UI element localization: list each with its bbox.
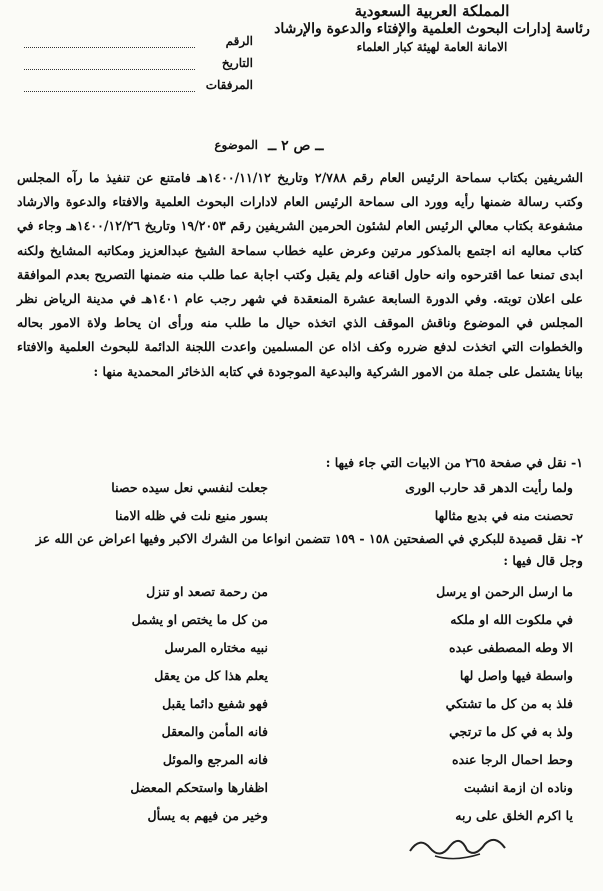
verse-first-hemistich: ولذ به في كل ما ترتجي xyxy=(449,724,573,739)
attachments-label: المرفقات xyxy=(205,78,253,92)
verse-row xyxy=(28,640,573,668)
verse-second-hemistich: من كل ما يختص او يشمل xyxy=(131,612,268,627)
attachments-field-line xyxy=(24,79,195,92)
verse-second-hemistich: اظفارها واستحكم المعضل xyxy=(130,780,268,795)
verse-first-hemistich: وناده ان ازمة انشبت xyxy=(463,780,573,795)
number-field-line xyxy=(24,35,195,48)
letterhead-secretariat: الامانة العامة لهيئة كبار العلماء xyxy=(356,40,508,54)
verse-row xyxy=(28,780,573,808)
verse-first-hemistich: في ملكوت الله او ملكه xyxy=(450,612,573,627)
verse-second-hemistich: نبيه مختاره المرسل xyxy=(164,640,268,655)
verse-second-hemistich: فانه المرجع والموئل xyxy=(162,752,268,767)
verse-second-hemistich: من رحمة تصعد او تنزل xyxy=(146,584,268,599)
verse-second-hemistich: بسور منيع نلت في ظله الامنا xyxy=(115,508,268,523)
verse-row xyxy=(28,612,573,640)
letterhead-kingdom: المملكة العربية السعودية xyxy=(354,2,510,20)
verse-row xyxy=(28,752,573,780)
verse-row xyxy=(28,480,573,508)
body-paragraph xyxy=(17,166,583,384)
number-row xyxy=(18,26,253,48)
subject-label: الموضوع xyxy=(214,138,258,152)
date-row xyxy=(18,48,253,70)
verse-first-hemistich: وحط احمال الرجا عنده xyxy=(452,752,573,767)
item-2-intro: ٢- نقل قصيدة للبكري في الصفحتين ١٥٨ - ١٥٩ تتضمن انواعا من الشرك الاكبر وفيها اعراض عن الله عز وجل قال فيها : xyxy=(35,531,583,568)
verse-first-hemistich: ولما رأيت الدهر قد حارب الورى xyxy=(405,480,573,495)
verse-row xyxy=(28,668,573,696)
verse-row xyxy=(28,724,573,752)
body-text: الشريفين بكتاب سماحة الرئيس العام رقم ٢/٧٨٨ وتاريخ ١٤٠٠/١١/١٢هـ فامتنع عن تنفيذ ما رآه المجلس وكتب رسالة ضمنها رأيه وورد الى سماحة الرئيس العام لادارات البحوث العلمية والافتاء والدعوة والارشاد مشفوعة بكتاب معالي الرئيس العام لشئون الحرمين الشريفين رقم ١٩/٢٠٥٣ وتاريخ ١٤٠٠/١٢/٢٦هـ وجاء في كتاب معاليه انه اجتمع بالمذكور مرتين وعرض عليه خطاب سماحة الشيخ عبدالعزيز ومكاتبه المشايخ ولكنه ابدى تمنعا عما اقترحوه وانه حاول اقناعه ولم يقبل وكتب اجابة عما طلب منه ضمنها التصريح بعدم الموافقة على اعلان توبته. وفي الدورة السابعة عشرة المنعقدة في شهر رجب عام ١٤٠١هـ في مدينة الرياض نظر المجلس في الموضوع وناقش الموقف الذي اتخذه حيال ما طلب منه ورأى ان يحاط ولاة الامور بحاله والخطوات التي اتخذت لدفع ضرره وكف اذاه عن المسلمين واعدت اللجنة الدائمة للبحوث العلمية والافتاء بيانا يشتمل على جملة من الامور الشركية والبدعية الموجودة في كتابه الذخائر المحمدية منها : xyxy=(17,170,583,379)
signature-mark xyxy=(405,826,515,866)
verse-second-hemistich: فانه المأمن والمعقل xyxy=(161,724,268,739)
verse-row xyxy=(28,696,573,724)
date-label: التاريخ xyxy=(221,56,253,70)
verse-first-hemistich: تحصنت منه في بديع مثالها xyxy=(434,508,573,523)
verse-first-hemistich: الا وطه المصطفى عبده xyxy=(449,640,573,655)
verse-second-hemistich: جعلت لنفسي نعل سيده حصنا xyxy=(111,480,268,495)
verse-first-hemistich: فلذ به من كل ما تشتكي xyxy=(445,696,573,711)
date-field-line xyxy=(24,57,195,70)
verse-first-hemistich: واسطة فيها واصل لها xyxy=(459,668,573,683)
reference-block xyxy=(18,26,253,92)
attachments-row xyxy=(18,70,253,92)
subject-row xyxy=(0,138,603,158)
verse-second-hemistich: يعلم هذا كل من يعقل xyxy=(154,668,268,683)
verse-second-hemistich: وخير من فيهم به يسأل xyxy=(147,808,268,823)
verse-second-hemistich: فهو شفيع دائما يقبل xyxy=(162,696,268,711)
verse-first-hemistich: ما ارسل الرحمن او يرسل xyxy=(436,584,573,599)
page-marker: ــ ص ٢ ــ xyxy=(268,138,324,154)
letterhead-presidency: رئاسة إدارات البحوث العلمية والإفتاء والدعوة والإرشاد xyxy=(274,21,590,37)
verse-first-hemistich: يا اكرم الخلق على ربه xyxy=(455,808,573,823)
letterhead xyxy=(267,2,597,56)
verses-group-2 xyxy=(28,584,573,836)
item-1-intro: ١- نقل في صفحة ٢٦٥ من الابيات التي جاء فيها : xyxy=(325,455,583,470)
verse-row xyxy=(28,584,573,612)
number-label: الرقم xyxy=(225,34,253,48)
